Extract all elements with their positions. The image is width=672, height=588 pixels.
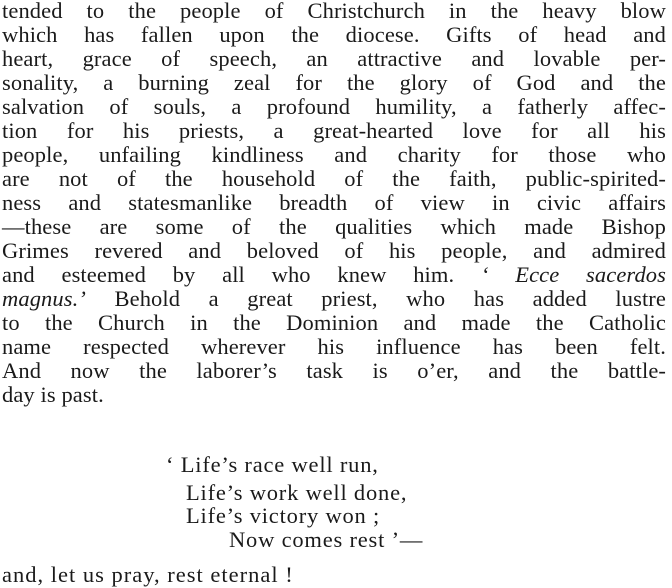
paragraph-line-12 [2,262,666,288]
latin-quote-end: magnus.’ [2,286,86,311]
paragraph-line-15: name respected wherever his influence has been felt. [2,334,666,359]
latin-quote-start: ‘ Ecce sacerdos [480,262,666,287]
closing-line: and, let us pray, rest eternal ! [2,562,294,587]
paragraph-line-9: ness and statesmanlike breadth of view in civic affairs [2,190,666,215]
paragraph-line-5: salvation of souls, a profound humility, a fatherly affec- [2,94,666,119]
paragraph-line-13 [2,286,666,312]
verse-line-3: Life’s victory won ; [186,503,381,528]
verse-line-4: Now comes rest ’— [229,527,424,552]
paragraph-line-3: heart, grace of speech, an attractive and lovable per- [2,46,666,71]
paragraph-line-8: are not of the household of the faith, public-spirited- [2,166,666,191]
verse-line-1: ‘ Life’s race well run, [166,452,379,477]
paragraph-line-2: which has fallen upon the diocese. Gifts of head and [2,22,666,47]
verse-line-2: Life’s work well done, [186,480,408,505]
paragraph-line-13-text: Behold a great priest, who has added lustre [114,286,666,311]
paragraph-line-11: Grimes revered and beloved of his people, and admired [2,238,666,263]
paragraph-line-17: day is past. [2,382,104,407]
paragraph-line-16: And now the laborer’s task is o’er, and the battle- [2,358,666,383]
paragraph-line-6: tion for his priests, a great-hearted love for all his [2,118,666,143]
paragraph-line-14: to the Church in the Dominion and made the Catholic [2,310,666,335]
paragraph-line-7: people, unfailing kindliness and charity for those who [2,142,666,167]
paragraph-line-4: sonality, a burning zeal for the glory of God and the [2,70,666,95]
paragraph-line-1: tended to the people of Christchurch in the heavy blow [2,0,666,23]
paragraph-line-12-text: and esteemed by all who knew him. [2,262,455,287]
paragraph-line-10: —these are some of the qualities which made Bishop [2,214,666,239]
